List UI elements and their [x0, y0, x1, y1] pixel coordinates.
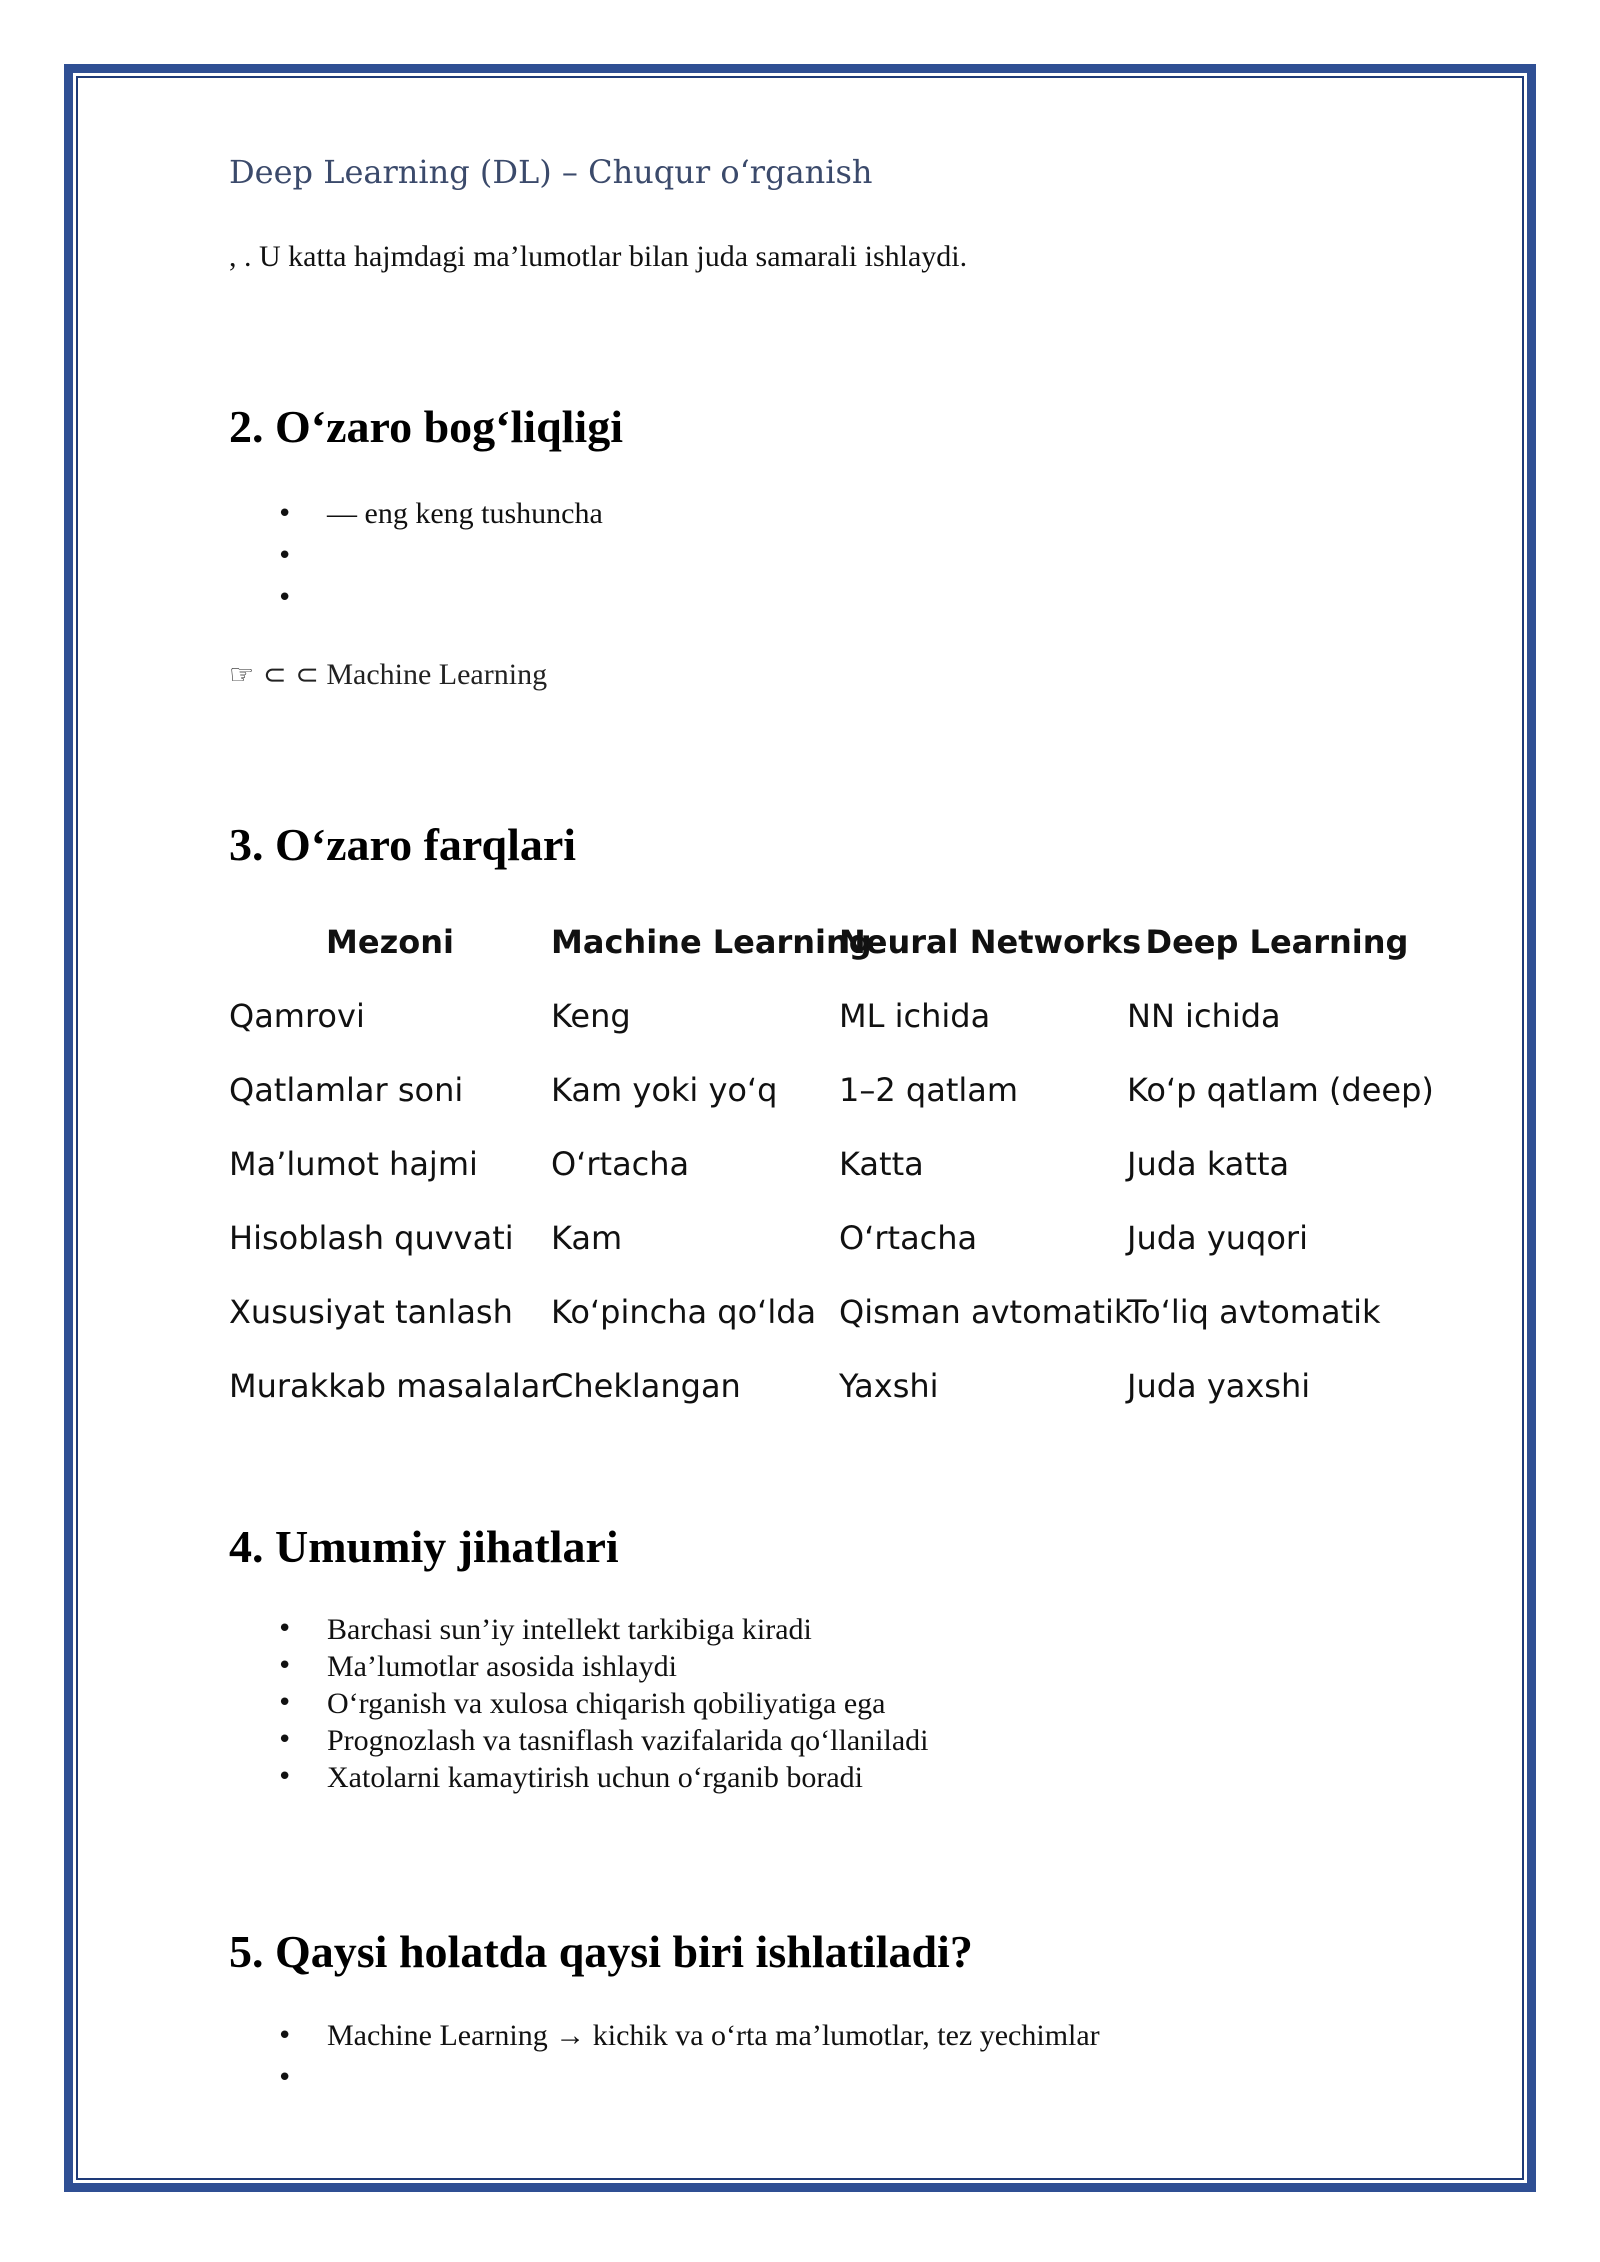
- table-cell: Ma’lumot hajmi: [229, 1145, 478, 1183]
- table-cell: Kam yoki yo‘q: [551, 1071, 778, 1109]
- table-row: [229, 1201, 1427, 1275]
- bullet-dot: •: [277, 499, 293, 529]
- section-3-heading: 3. O‘zaro farqlari: [229, 819, 577, 870]
- column-header: Deep Learning: [1145, 923, 1409, 961]
- section-4-heading: 4. Umumiy jihatlari: [229, 1521, 619, 1572]
- table-cell: O‘rtacha: [839, 1219, 978, 1257]
- table-cell: Ko‘p qatlam (deep): [1127, 1071, 1434, 1109]
- bullet-dot: •: [277, 541, 293, 571]
- list-item: [229, 577, 603, 619]
- pointing-hand-subset-icon: ☞ ⊂ ⊂: [229, 658, 319, 691]
- table-cell: Hisoblash quvvati: [229, 1219, 514, 1257]
- table-cell: NN ichida: [1127, 997, 1281, 1035]
- table-header-row: [229, 905, 1427, 979]
- bullet-dot: •: [277, 1651, 293, 1681]
- section-4-list: [229, 1611, 928, 1796]
- document-header-title: Deep Learning (DL) – Chuqur o‘rganish: [229, 153, 873, 191]
- hierarchy-text: Machine Learning: [326, 658, 548, 691]
- table-cell: Yaxshi: [839, 1367, 939, 1405]
- section-5-list: [229, 2015, 1100, 2099]
- column-header: Machine Learning: [551, 923, 872, 961]
- comparison-table: [229, 905, 1434, 1423]
- section-5-heading: 5. Qaysi holatda qaysi biri ishlatiladi?: [229, 1926, 973, 1977]
- bullet-dot: •: [277, 583, 293, 613]
- list-item: [229, 2015, 1100, 2057]
- list-item: [229, 1685, 928, 1722]
- list-item-text: Xatolarni kamaytirish uchun o‘rganib boradi: [327, 1761, 863, 1794]
- table-row: [229, 1053, 1434, 1127]
- list-item-text: O‘rganish va xulosa chiqarish qobiliyatiga ega: [327, 1687, 886, 1720]
- table-cell: Xususiyat tanlash: [229, 1293, 513, 1331]
- section-2-heading: 2. O‘zaro bog‘liqligi: [229, 401, 623, 452]
- table-cell: ML ichida: [839, 997, 991, 1035]
- list-item-text: kichik va o‘rta ma’lumotlar, tez yechimlar: [592, 2019, 1100, 2052]
- bullet-dot: •: [277, 2021, 293, 2051]
- list-item-text: Ma’lumotlar asosida ishlaydi: [327, 1650, 677, 1683]
- table-cell: O‘rtacha: [551, 1145, 690, 1183]
- arrow-right-icon: →: [555, 2019, 586, 2052]
- bullet-dot: •: [277, 1762, 293, 1792]
- list-item: [229, 1722, 928, 1759]
- hierarchy-line: [229, 658, 547, 692]
- table-cell: Juda yuqori: [1127, 1219, 1308, 1257]
- list-item: [229, 2057, 1100, 2099]
- bullet-dot: •: [277, 2063, 293, 2093]
- table-cell: Kam: [551, 1219, 623, 1257]
- table-row: [229, 1127, 1427, 1201]
- list-item: [229, 493, 603, 535]
- table-cell: Cheklangan: [551, 1367, 741, 1405]
- column-header: Mezoni: [326, 923, 454, 961]
- list-item: [229, 1648, 928, 1685]
- bullet-dot: •: [277, 1725, 293, 1755]
- table-cell: Qamrovi: [229, 997, 365, 1035]
- section-2-list: [229, 493, 603, 619]
- column-header: Neural Networks: [839, 923, 1142, 961]
- bullet-dot: •: [277, 1614, 293, 1644]
- table-row: [229, 1275, 1427, 1349]
- list-item-text: Barchasi sun’iy intellekt tarkibiga kiradi: [327, 1613, 812, 1646]
- intro-text: , . U katta hajmdagi ma’lumotlar bilan juda samarali ishlaydi.: [229, 240, 968, 273]
- table-row: [229, 979, 1427, 1053]
- table-cell: To‘liq avtomatik: [1127, 1293, 1381, 1331]
- table-cell: Katta: [839, 1145, 924, 1183]
- table-row: [229, 1349, 1427, 1423]
- list-item-term: Machine Learning: [327, 2019, 548, 2052]
- table-cell: Juda yaxshi: [1127, 1367, 1311, 1405]
- table-cell: Keng: [551, 997, 631, 1035]
- table-cell: Juda katta: [1127, 1145, 1290, 1183]
- list-item: [229, 535, 603, 577]
- table-cell: Murakkab masalalar: [229, 1367, 554, 1405]
- table-cell: Qisman avtomatik: [839, 1293, 1133, 1331]
- list-item: [229, 1611, 928, 1648]
- list-item: [229, 1759, 928, 1796]
- list-item-text: Prognozlash va tasniflash vazifalarida qo‘llaniladi: [327, 1724, 929, 1757]
- bullet-dot: •: [277, 1688, 293, 1718]
- table-cell: 1–2 qatlam: [839, 1071, 1019, 1109]
- table-cell: Qatlamlar soni: [229, 1071, 464, 1109]
- table-cell: Ko‘pincha qo‘lda: [551, 1293, 817, 1331]
- list-item-text: — eng keng tushuncha: [327, 497, 603, 530]
